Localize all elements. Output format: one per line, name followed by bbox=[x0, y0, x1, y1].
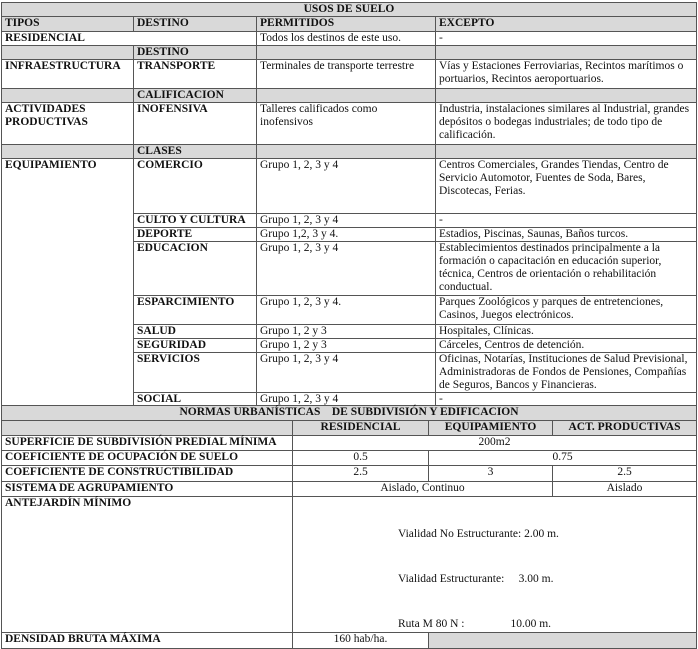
permitidos-cell: Grupo 1, 2 y 3 bbox=[257, 325, 436, 339]
table-row bbox=[2, 482, 697, 497]
permitidos-cell: Terminales de transporte terrestre bbox=[257, 60, 436, 89]
header-row bbox=[2, 421, 697, 436]
table-row bbox=[2, 633, 697, 649]
excepto-cell: - bbox=[436, 214, 697, 228]
value-line: Vialidad Estructurante: 3.00 m. bbox=[398, 573, 554, 585]
row-label: SUPERFICIE DE SUBDIVISIÓN PREDIAL MÍNIMA bbox=[2, 436, 293, 451]
table-row bbox=[2, 32, 697, 46]
permitidos-cell: Grupo 1, 2, 3 y 4 bbox=[257, 242, 436, 296]
excepto-cell: Parques Zoológicos y parques de entretenciones, Casinos, Juegos electrónicos. bbox=[436, 296, 697, 325]
header-destino: DESTINO bbox=[134, 17, 257, 32]
subheader-row bbox=[2, 89, 697, 103]
permitidos-cell: Grupo 1, 2, 3 y 4 bbox=[257, 353, 436, 393]
destino-cell: INOFENSIVA bbox=[134, 103, 257, 145]
header-residencial: RESIDENCIAL bbox=[293, 421, 429, 436]
excepto-cell: Estadios, Piscinas, Saunas, Baños turcos. bbox=[436, 228, 697, 242]
usos-de-suelo-table bbox=[1, 2, 697, 407]
permitidos-cell: Grupo 1, 2, 3 y 4 bbox=[257, 159, 436, 214]
subheader-calificacion: CALIFICACION bbox=[134, 89, 257, 103]
table-row bbox=[2, 103, 697, 145]
antejardin-values bbox=[293, 497, 697, 633]
permitidos-cell: Grupo 1, 2, 3 y 4 bbox=[257, 393, 436, 407]
row-label: ANTEJARDÍN MÍNIMO bbox=[2, 497, 293, 633]
row-label: DENSIDAD BRUTA MÁXIMA bbox=[2, 633, 293, 649]
table-title: USOS DE SUELO bbox=[2, 3, 697, 17]
header-equipamiento: EQUIPAMIENTO bbox=[429, 421, 553, 436]
subheader-row bbox=[2, 145, 697, 159]
excepto-cell: Centros Comerciales, Grandes Tiendas, Centro de Servicio Automotor, Fuentes de Soda, Bares, Discotecas, Ferias. bbox=[436, 159, 697, 214]
value-cell: 2.5 bbox=[553, 466, 697, 482]
destino-cell: SALUD bbox=[134, 325, 257, 339]
subheader-destino: DESTINO bbox=[134, 46, 257, 60]
value-cell: 160 hab/ha. bbox=[293, 633, 429, 649]
value-cell: Aislado, Continuo bbox=[293, 482, 553, 497]
destino-cell: ESPARCIMIENTO bbox=[134, 296, 257, 325]
destino-cell: EDUCACION bbox=[134, 242, 257, 296]
permitidos-cell: Todos los destinos de este uso. bbox=[257, 32, 436, 46]
permitidos-cell: Grupo 1, 2, 3 y 4. bbox=[257, 296, 436, 325]
destino-cell: SERVICIOS bbox=[134, 353, 257, 393]
destino-cell: SEGURIDAD bbox=[134, 339, 257, 353]
tipo-cell: INFRAESTRUCTURA bbox=[2, 60, 134, 89]
excepto-cell: - bbox=[436, 393, 697, 407]
table-row bbox=[2, 60, 697, 89]
value-cell: 0.75 bbox=[429, 451, 697, 466]
excepto-cell: Vías y Estaciones Ferroviarias, Recintos marítimos o portuarios, Recintos aeroportuarios. bbox=[436, 60, 697, 89]
row-label: SISTEMA DE AGRUPAMIENTO bbox=[2, 482, 293, 497]
value-cell: 200m2 bbox=[293, 436, 697, 451]
table-title: NORMAS URBANÍSTICAS DE SUBDIVISIÓN Y EDIFICACION bbox=[2, 406, 697, 421]
permitidos-cell: Grupo 1,2, 3 y 4. bbox=[257, 228, 436, 242]
excepto-cell: Industria, instalaciones similares al Industrial, grandes depósitos o bodegas industriales; de todo tipo de calificación. bbox=[436, 103, 697, 145]
destino-cell: DEPORTE bbox=[134, 228, 257, 242]
row-label: COEFICIENTE DE OCUPACIÓN DE SUELO bbox=[2, 451, 293, 466]
table-row bbox=[2, 497, 697, 633]
table-row bbox=[2, 466, 697, 482]
excepto-cell: - bbox=[436, 32, 697, 46]
excepto-cell: Establecimientos destinados principalmente a la formación o capacitación en educación superior, técnica, Centros de orientación o rehabilitación conductual. bbox=[436, 242, 697, 296]
destino-cell: CULTO Y CULTURA bbox=[134, 214, 257, 228]
subheader-clases: CLASES bbox=[134, 145, 257, 159]
row-label: COEFICIENTE DE CONSTRUCTIBILIDAD bbox=[2, 466, 293, 482]
destino-cell: TRANSPORTE bbox=[134, 60, 257, 89]
tipo-cell: ACTIVIDADES PRODUCTIVAS bbox=[2, 103, 134, 145]
value-cell: 2.5 bbox=[293, 466, 429, 482]
header-tipos: TIPOS bbox=[2, 17, 134, 32]
table-row bbox=[2, 436, 697, 451]
subheader-row bbox=[2, 46, 697, 60]
header-excepto: EXCEPTO bbox=[436, 17, 697, 32]
header-row bbox=[2, 17, 697, 32]
header-act-productivas: ACT. PRODUCTIVAS bbox=[553, 421, 697, 436]
permitidos-cell: Grupo 1, 2 y 3 bbox=[257, 339, 436, 353]
tipo-cell: RESIDENCIAL bbox=[2, 32, 257, 46]
value-cell: Aislado bbox=[553, 482, 697, 497]
value-line: Ruta M 80 N : 10.00 m. bbox=[398, 618, 552, 630]
permitidos-cell: Grupo 1, 2, 3 y 4 bbox=[257, 214, 436, 228]
tipo-cell: EQUIPAMIENTO bbox=[2, 159, 134, 407]
value-line: Vialidad No Estructurante: 2.00 m. bbox=[398, 528, 559, 540]
table-row bbox=[2, 451, 697, 466]
destino-cell: SOCIAL bbox=[134, 393, 257, 407]
excepto-cell: Cárceles, Centros de detención. bbox=[436, 339, 697, 353]
destino-cell: COMERCIO bbox=[134, 159, 257, 214]
header-permitidos: PERMITIDOS bbox=[257, 17, 436, 32]
normas-urbanisticas-table bbox=[1, 405, 697, 649]
table-row bbox=[2, 159, 697, 214]
empty-cell bbox=[429, 633, 697, 649]
excepto-cell: Hospitales, Clínicas. bbox=[436, 325, 697, 339]
value-cell: 0.5 bbox=[293, 451, 429, 466]
value-cell: 3 bbox=[429, 466, 553, 482]
permitidos-cell: Talleres calificados como inofensivos bbox=[257, 103, 436, 145]
excepto-cell: Oficinas, Notarías, Instituciones de Salud Previsional, Administradoras de Fondos de Pensiones, Compañías de Seguros, Bancos y Financieras. bbox=[436, 353, 697, 393]
